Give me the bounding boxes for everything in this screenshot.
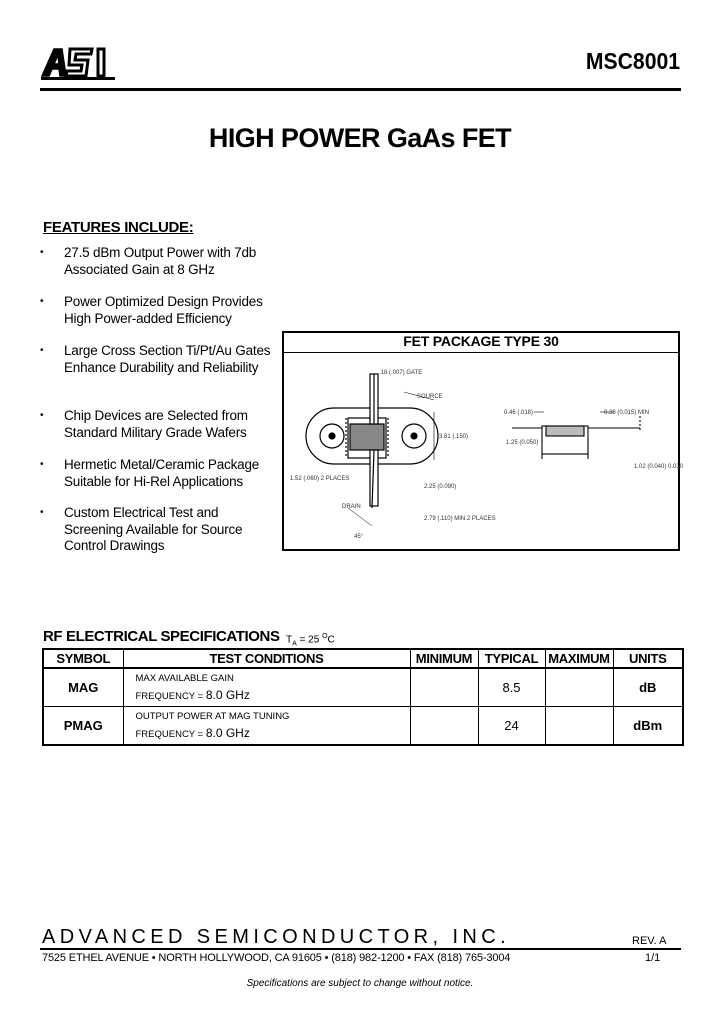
bullet-icon: • xyxy=(40,247,44,258)
cell-symbol: MAG xyxy=(43,668,123,707)
dim-drain: DRAIN xyxy=(342,504,361,510)
cell-minimum xyxy=(410,707,478,746)
dim-thick: 0.46 (.018) xyxy=(504,410,534,416)
feature-item xyxy=(40,245,280,278)
dim-height: 1.25 (0.050) xyxy=(506,440,539,446)
cell-typical: 8.5 xyxy=(478,668,545,707)
feature-text: Large Cross Section Ti/Pt/Au Gates Enhance Durability and Reliability xyxy=(64,343,271,375)
cell-maximum xyxy=(545,707,613,746)
dim-hole: 1.52 (.060) 2 PLACES xyxy=(290,476,350,482)
feature-item xyxy=(40,343,280,376)
bullet-icon: • xyxy=(40,507,44,518)
package-drawing xyxy=(284,356,684,548)
feature-item xyxy=(40,294,280,327)
package-side-view xyxy=(512,412,640,459)
bullet-icon: • xyxy=(40,410,44,421)
feature-item xyxy=(40,457,280,490)
package-title: FET PACKAGE TYPE 30 xyxy=(403,333,559,349)
part-number: MSC8001 xyxy=(585,48,680,74)
asi-logo xyxy=(40,46,116,82)
cond-line: FREQUENCY = 8.0 GHz xyxy=(135,725,250,740)
rf-condition: $T_A = 25$ $^O$C xyxy=(286,633,335,648)
col-header: SYMBOL xyxy=(43,649,123,668)
dim-length: 2.25 (0.090) xyxy=(424,484,457,490)
col-header: MINIMUM xyxy=(410,649,478,668)
dim-angle: 45° xyxy=(354,534,364,540)
col-header: UNITS xyxy=(613,649,683,668)
cell-maximum xyxy=(545,668,613,707)
bullet-icon: • xyxy=(40,296,44,307)
cell-conditions xyxy=(123,707,410,746)
header-rule xyxy=(40,88,681,91)
dim-source: SOURCE xyxy=(417,394,443,400)
package-title-rule xyxy=(284,352,678,353)
cell-minimum xyxy=(410,668,478,707)
cond-line: OUTPUT POWER AT MAG TUNING xyxy=(135,710,290,722)
rf-heading: RF ELECTRICAL SPECIFICATIONS xyxy=(43,628,280,645)
col-header: MAXIMUM xyxy=(545,649,613,668)
feature-text: 27.5 dBm Output Power with 7db Associated Gain at 8 GHz xyxy=(64,245,257,277)
revision: REV. A xyxy=(632,935,667,947)
feature-item xyxy=(40,505,280,555)
logo-text: ASI xyxy=(40,46,42,47)
address: 7525 ETHEL AVENUE • NORTH HOLLYWOOD, CA 91605 • (818) 982-1200 • FAX (818) 765-3004 xyxy=(42,952,511,964)
table-row xyxy=(43,707,683,746)
bullet-icon: • xyxy=(40,345,44,356)
dim-lead-min: 0.38 (0.015) MIN xyxy=(604,410,650,416)
feature-item xyxy=(40,408,280,441)
spec-table xyxy=(42,648,684,746)
cond-line: FREQUENCY = 8.0 GHz xyxy=(135,687,250,702)
disclaimer: Specifications are subject to change without notice. xyxy=(246,978,474,989)
table-row xyxy=(43,668,683,707)
page-title: HIGH POWER GaAs FET xyxy=(208,123,512,153)
feature-text: Hermetic Metal/Ceramic Package Suitable for Hi-Rel Applications xyxy=(64,457,260,489)
cell-units: dB xyxy=(613,668,683,707)
cell-units: dBm xyxy=(613,707,683,746)
feature-text: Custom Electrical Test and Screening Available for Source Control Drawings xyxy=(64,505,243,553)
dim-lead-width: 1.02 (0.040) 0.030 xyxy=(634,464,684,470)
table-header-row xyxy=(43,649,683,668)
company-name: ADVANCED SEMICONDUCTOR, INC. xyxy=(42,926,511,948)
cond-line: MAX AVAILABLE GAIN xyxy=(135,672,234,684)
feature-text: Power Optimized Design Provides High Power-added Efficiency xyxy=(64,294,263,326)
dim-gate: .18 (.007) GATE xyxy=(379,370,423,376)
feature-text: Chip Devices are Selected from Standard Military Grade Wafers xyxy=(64,408,248,440)
features-heading: FEATURES INCLUDE: xyxy=(43,219,194,236)
dim-body: 3.81 (.150) xyxy=(439,434,469,440)
dim-lead: 2.79 (.110) MIN 2 PLACES xyxy=(424,516,496,522)
cell-conditions xyxy=(123,668,410,707)
footer-rule xyxy=(40,948,681,950)
cell-typical: 24 xyxy=(478,707,545,746)
bullet-icon: • xyxy=(40,459,44,470)
page-number: 1/1 xyxy=(645,952,661,964)
col-header: TYPICAL xyxy=(478,649,545,668)
col-header: TEST CONDITIONS xyxy=(123,649,410,668)
cell-symbol: PMAG xyxy=(43,707,123,746)
